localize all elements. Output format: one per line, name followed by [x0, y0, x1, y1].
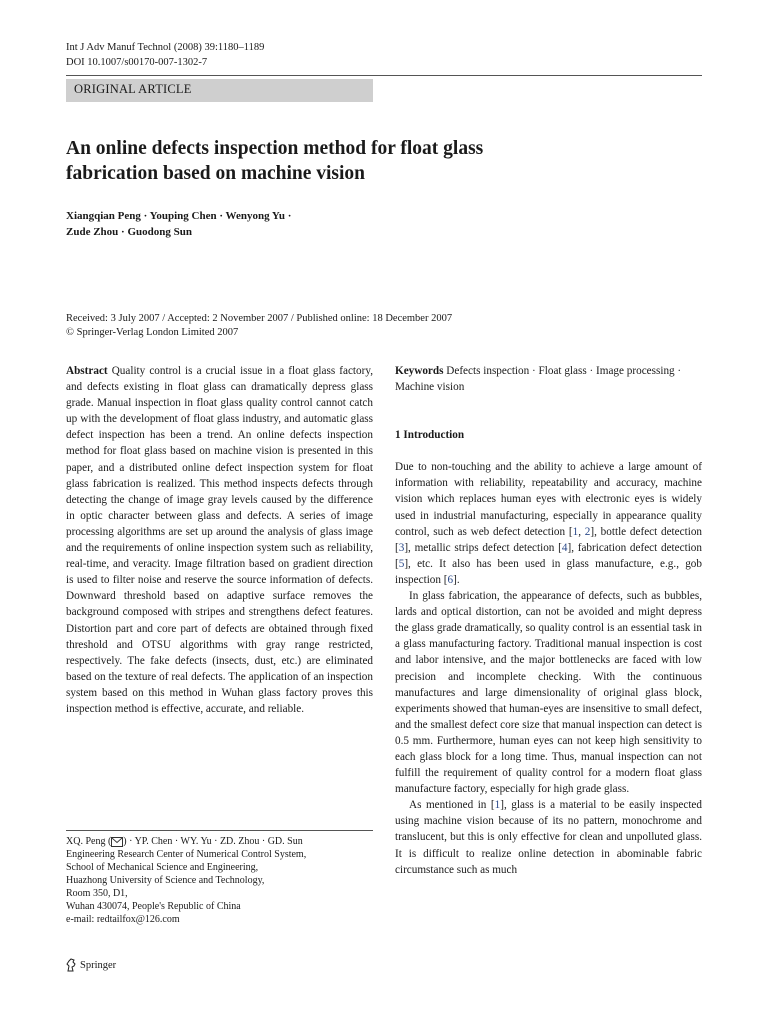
- citation-link-6[interactable]: 6: [447, 573, 454, 586]
- intro-p3-text-a: As mentioned in [: [409, 799, 495, 812]
- author-email[interactable]: e-mail: redtailfox@126.com: [66, 914, 180, 925]
- corresponding-author: XQ. Peng (: [66, 836, 112, 847]
- affiliation-line: Engineering Research Center of Numerical Control System,: [66, 849, 307, 860]
- authors-line-1: Xiangqian Peng · Youping Chen · Wenyong Yu ·: [66, 210, 292, 222]
- abstract: [66, 363, 373, 717]
- article-type-label: ORIGINAL ARTICLE: [74, 82, 192, 96]
- citation-link-5[interactable]: 5: [398, 557, 405, 570]
- doi[interactable]: DOI 10.1007/s00170-007-1302-7: [66, 57, 208, 68]
- right-column: [395, 363, 702, 878]
- received-dates: Received: 3 July 2007 / Accepted: 2 November 2007 / Published online: 18 December 2007: [66, 313, 453, 324]
- citation-link-2[interactable]: 2: [584, 525, 591, 538]
- intro-p3-text-b: ], glass is a material to be easily inspected using machine vision because of its no pattern, monochrome and translucent, but this is only effective for clean and unpolluted glass. It is difficult to realize online detection in abominable fabric circumstance such as much: [395, 799, 702, 876]
- journal-citation: Int J Adv Manuf Technol (2008) 39:1180–1189: [66, 42, 265, 53]
- paper-title: [66, 136, 666, 186]
- citation-link-4[interactable]: 4: [561, 541, 568, 554]
- publisher-logo: [66, 958, 116, 972]
- intro-p1-text-b: ], bottle defect detection [: [395, 525, 703, 554]
- title-line-2: fabrication based on machine vision: [66, 163, 366, 184]
- author-list: [66, 208, 291, 240]
- citation-link-1b[interactable]: 1: [494, 799, 501, 812]
- intro-p1-text-c: ], metallic strips defect detection [: [404, 541, 562, 554]
- abstract-text: Quality control is a crucial issue in a float glass factory, and defects existing in float glass can dramatically depress glass grade. Manual inspection in float glass quality control cannot catch up with the development of float glass industry, and automatic glass defect inspection has been a trend. An online defects inspection method for float glass based on machine vision is presented in this paper, and a distributed online defect inspection system for float glass fabrication is realized. This method inspects defects through detecting the change of image gray levels caused by the difference in optic character between glass and defects. A series of image processing algorithms are set up around the analysis of glass image and the requirements of online inspection system such as reliability, real-time, and veracity. Image filtration based on gradient direction is used to filter noise and reserve the source information of defects. Downward threshold based on adaptive surface removes the background composed with stripes and strengthens defect features. Distortion part and core part of defects are obtained through fixed threshold and OTSU algorithms with gray range restricted, respectively. The fake defects (insects, dust, etc.) are eliminated based on the texture of real defects. The application of an inspection system based on this method in Wuhan glass factory proves this inspection method is effective, accurate, and reliable.: [66, 365, 374, 715]
- affiliation-line: Room 350, D1,: [66, 888, 128, 899]
- article-type-banner: [66, 79, 373, 102]
- authors-line-2: Zude Zhou · Guodong Sun: [66, 226, 192, 238]
- journal-header: [66, 40, 264, 70]
- intro-p1-text-e: ], etc. It also has been used in glass manufacture, e.g., gob inspection [: [395, 557, 702, 586]
- author-affiliation: [66, 835, 376, 926]
- intro-paragraph-1: [395, 459, 702, 588]
- citation-link-3[interactable]: 3: [398, 541, 405, 554]
- intro-p1-text-d: ], fabrication defect detection [: [395, 541, 702, 570]
- keywords-text: Defects inspection · Float glass · Image processing · Machine vision: [395, 365, 682, 394]
- keywords-label: Keywords: [395, 365, 444, 377]
- citation-link-1[interactable]: 1: [572, 525, 579, 538]
- publication-dates: [66, 312, 452, 340]
- affiliation-line: Huazhong University of Science and Technology,: [66, 875, 265, 886]
- abstract-label: Abstract: [66, 365, 108, 377]
- copyright: © Springer-Verlag London Limited 2007: [66, 327, 239, 338]
- affiliation-names: [66, 835, 376, 848]
- springer-horse-icon: [66, 958, 77, 972]
- footnote-rule: [66, 830, 373, 831]
- publisher-name: Springer: [80, 959, 117, 971]
- intro-paragraph-2: In glass fabrication, the appearance of defects, such as bubbles, lards and optical distortion, can not be avoided and might depress the glass grade dramatically, so quality control is an essential task in a glass manufacturing factory. Traditional manual inspection is cost and labor intensive, and the major bottlenecks are faced with low precision and incomplete checking. With the continuous manufactures and large dimensionality of original glass block, experiments showed that human-eyes are insensitive to small defect, and the smallest defect core size that manual inspection can detect is 0.5 mm. Furthermore, human eyes can not keep high sensitivity to each glass block for a long time. Thus, manual inspection can not fulfill the requirement of quality control for a modern float glass manufacture factory, especially for high grade glass.: [395, 590, 702, 796]
- keywords: [395, 363, 702, 395]
- citation-separator: ,: [578, 525, 585, 538]
- co-authors: ) · YP. Chen · WY. Yu · ZD. Zhou · GD. Sun: [123, 836, 303, 847]
- intro-paragraph-3: [395, 797, 702, 877]
- intro-p1-text-f: ].: [453, 573, 460, 586]
- affiliation-line: Wuhan 430074, People's Republic of China: [66, 901, 241, 912]
- affiliation-line: School of Mechanical Science and Engineering,: [66, 862, 259, 873]
- section-heading-introduction: 1 Introduction: [395, 429, 465, 442]
- left-column: [66, 363, 373, 717]
- envelope-icon[interactable]: [111, 837, 123, 847]
- header-rule: [66, 75, 702, 76]
- title-line-1: An online defects inspection method for float glass: [66, 138, 484, 159]
- intro-p1-text-a: Due to non-touching and the ability to achieve a large amount of information with reliability, repeatability and accuracy, machine vision which replaces human eyes with electronic eyes is widely used in industrial manufacturing, especially in appearance quality control, such as web defect detection [: [395, 461, 702, 538]
